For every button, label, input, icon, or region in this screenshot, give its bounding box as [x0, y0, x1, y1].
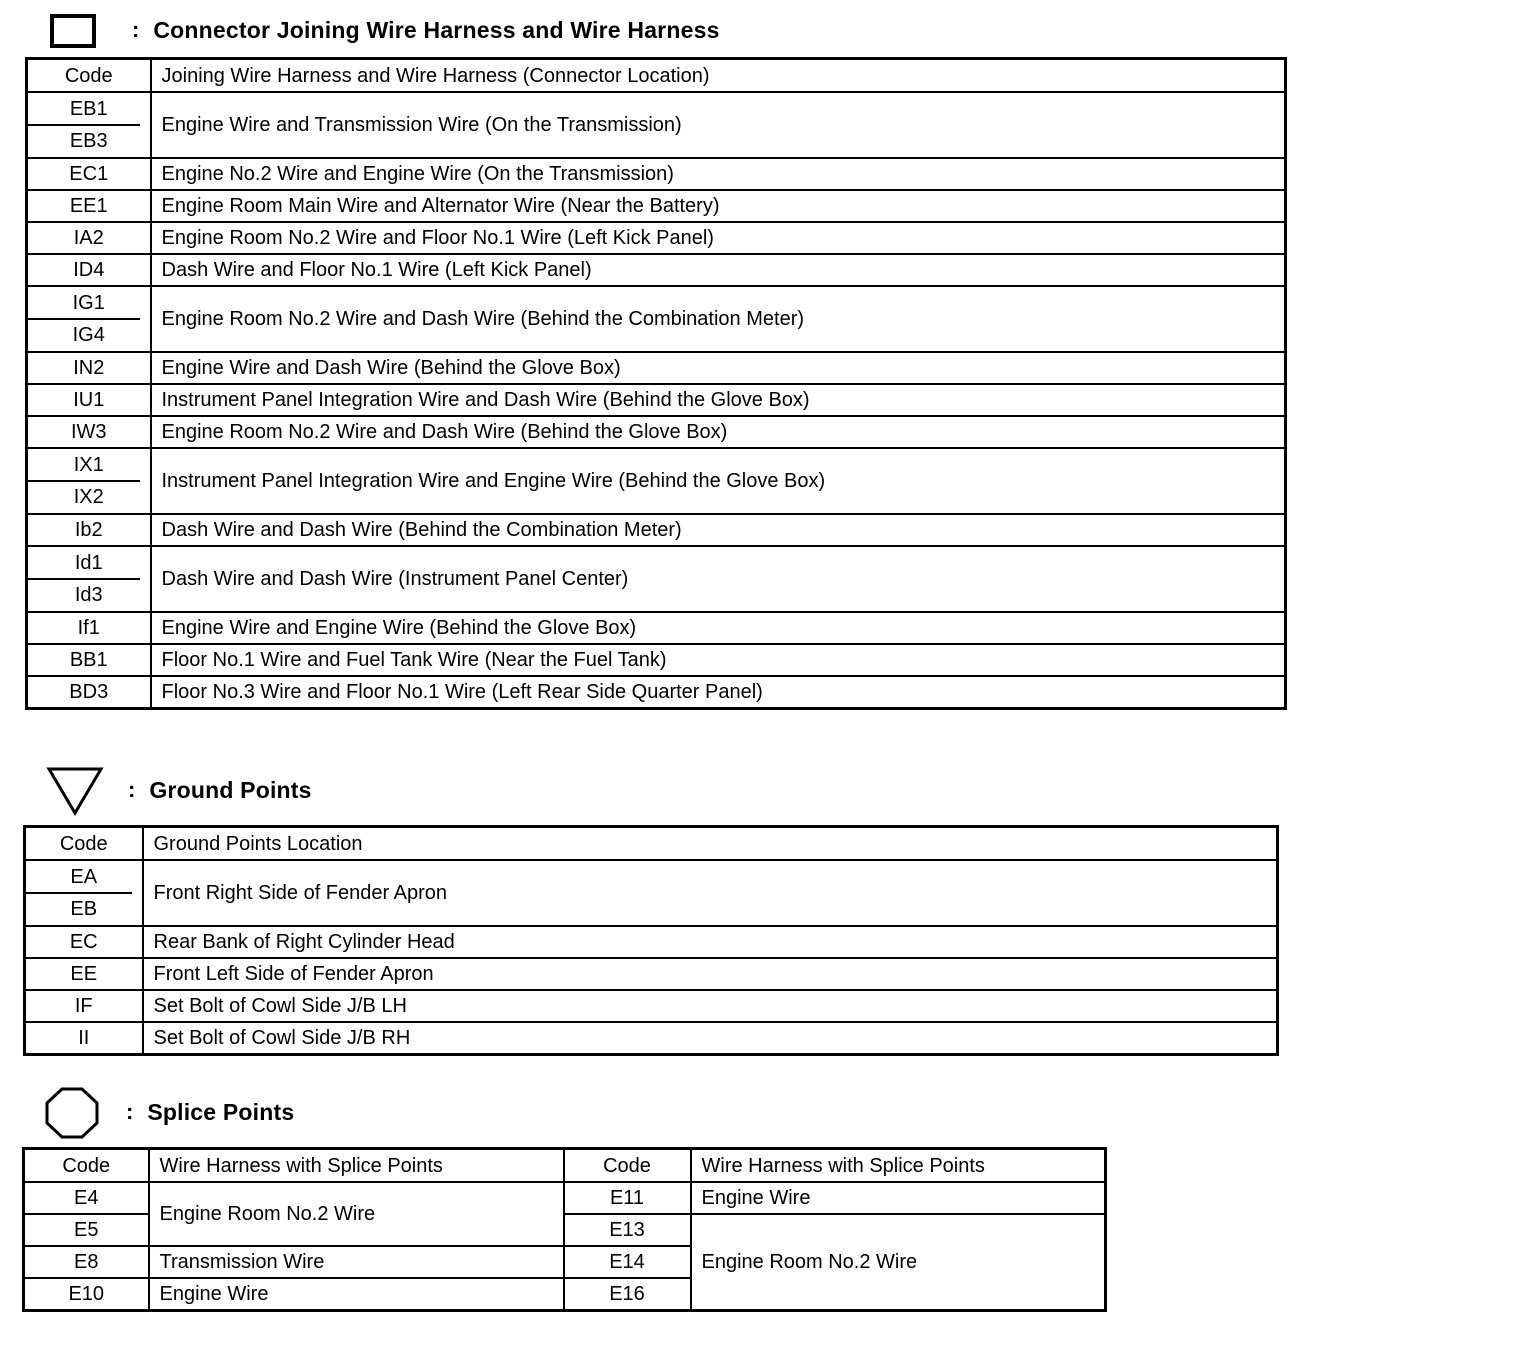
- table-row: [27, 448, 1286, 514]
- code-value: IN2: [73, 357, 105, 379]
- table-header-row: [25, 827, 1278, 861]
- code-cell: [27, 612, 151, 644]
- ground-colon: :: [128, 777, 136, 802]
- code-cell: [27, 352, 151, 384]
- code-cell: [27, 514, 151, 546]
- code-value: EC1: [69, 163, 109, 185]
- code-cell: [27, 676, 151, 709]
- location-cell: Dash Wire and Dash Wire (Behind the Combination Meter): [151, 514, 1286, 546]
- split-code: [28, 547, 150, 611]
- location-cell: Front Right Side of Fender Apron: [143, 860, 1278, 926]
- code-value: IX2: [73, 486, 104, 508]
- code-value: II: [78, 1027, 90, 1049]
- location-cell: Engine No.2 Wire and Engine Wire (On the Transmission): [151, 158, 1286, 190]
- code-value: BD3: [69, 681, 109, 703]
- code-header: Code: [25, 827, 143, 861]
- table-row: [27, 92, 1286, 158]
- code-cell: [27, 286, 151, 352]
- code-value: IW3: [70, 421, 107, 443]
- harness-cell: Engine Room No.2 Wire: [149, 1182, 564, 1246]
- location-cell: Dash Wire and Floor No.1 Wire (Left Kick Panel): [151, 254, 1286, 286]
- connector-table: [25, 57, 1287, 710]
- code-value: Ib2: [74, 519, 103, 541]
- code-cell: [25, 990, 143, 1022]
- table-row: [27, 190, 1286, 222]
- code-cell: [27, 644, 151, 676]
- code-cell: E10: [24, 1278, 149, 1311]
- location-cell: Floor No.3 Wire and Floor No.1 Wire (Left Rear Side Quarter Panel): [151, 676, 1286, 709]
- code-cell: [27, 158, 151, 190]
- code-cell: [25, 1022, 143, 1055]
- connector-section-title: Connector Joining Wire Harness and Wire Harness: [153, 16, 720, 43]
- code-cell: [25, 958, 143, 990]
- code-value: IA2: [73, 227, 104, 249]
- connector-box-icon: [50, 14, 96, 48]
- table-row: [25, 1022, 1278, 1055]
- code-value: If1: [77, 617, 100, 639]
- location-cell: Floor No.1 Wire and Fuel Tank Wire (Near the Fuel Tank): [151, 644, 1286, 676]
- splice-section-heading: [126, 1096, 294, 1128]
- code-value: IG1: [72, 292, 105, 314]
- harness-cell: Engine Wire: [149, 1278, 564, 1311]
- code-cell: E16: [564, 1278, 691, 1311]
- location-header: Joining Wire Harness and Wire Harness (Connector Location): [151, 59, 1286, 93]
- table-header-row: [24, 1149, 1106, 1183]
- table-row: [25, 926, 1278, 958]
- location-cell: Engine Wire and Transmission Wire (On the Transmission): [151, 92, 1286, 158]
- code-header-left: Code: [24, 1149, 149, 1183]
- location-cell: Engine Room Main Wire and Alternator Wire (Near the Battery): [151, 190, 1286, 222]
- code-value: EE: [70, 963, 98, 985]
- location-header: Ground Points Location: [143, 827, 1278, 861]
- code-value: EB1: [69, 98, 108, 120]
- code-value: IX1: [73, 454, 104, 476]
- table-row: [27, 416, 1286, 448]
- harness-header-left: Wire Harness with Splice Points: [149, 1149, 564, 1183]
- code-cell: E13: [564, 1214, 691, 1246]
- location-cell: Rear Bank of Right Cylinder Head: [143, 926, 1278, 958]
- connector-section-heading: [132, 14, 720, 46]
- code-cell: [27, 222, 151, 254]
- code-cell: E11: [564, 1182, 691, 1214]
- location-cell: Engine Wire and Engine Wire (Behind the Glove Box): [151, 612, 1286, 644]
- table-row: [25, 958, 1278, 990]
- code-cell: [27, 384, 151, 416]
- harness-cell: Engine Room No.2 Wire: [691, 1214, 1106, 1311]
- code-value: EA: [70, 866, 98, 888]
- code-header-right: Code: [564, 1149, 691, 1183]
- code-cell: [27, 92, 151, 158]
- split-code: [28, 287, 150, 351]
- table-row: [27, 254, 1286, 286]
- location-cell: Front Left Side of Fender Apron: [143, 958, 1278, 990]
- harness-header-right: Wire Harness with Splice Points: [691, 1149, 1106, 1183]
- table-row: [25, 990, 1278, 1022]
- location-cell: Instrument Panel Integration Wire and Engine Wire (Behind the Glove Box): [151, 448, 1286, 514]
- code-cell: E4: [24, 1182, 149, 1214]
- code-value: Id1: [74, 552, 103, 574]
- code-value: IF: [74, 995, 93, 1017]
- table-row: [25, 860, 1278, 926]
- code-cell: E14: [564, 1246, 691, 1278]
- location-cell: Engine Wire and Dash Wire (Behind the Glove Box): [151, 352, 1286, 384]
- table-row: [27, 676, 1286, 709]
- connector-colon: :: [132, 17, 140, 42]
- table-row: [27, 352, 1286, 384]
- table-row: [27, 612, 1286, 644]
- splice-section-title: Splice Points: [147, 1098, 295, 1125]
- code-cell: [27, 190, 151, 222]
- splice-octagon-icon: [44, 1086, 100, 1140]
- code-value: EB: [70, 898, 98, 920]
- table-row: [27, 514, 1286, 546]
- table-row: [24, 1182, 1106, 1214]
- code-value: EB3: [69, 130, 108, 152]
- table-row: [27, 158, 1286, 190]
- code-value: Id3: [74, 584, 103, 606]
- table-row: [27, 286, 1286, 352]
- table-row: [27, 644, 1286, 676]
- ground-section-title: Ground Points: [149, 776, 312, 803]
- location-cell: Engine Room No.2 Wire and Floor No.1 Wire (Left Kick Panel): [151, 222, 1286, 254]
- location-cell: Set Bolt of Cowl Side J/B LH: [143, 990, 1278, 1022]
- ground-triangle-icon: [46, 766, 104, 816]
- code-value: IG4: [72, 324, 105, 346]
- location-cell: Set Bolt of Cowl Side J/B RH: [143, 1022, 1278, 1055]
- harness-cell: Transmission Wire: [149, 1246, 564, 1278]
- code-value: ID4: [73, 259, 105, 281]
- split-code: [28, 449, 150, 513]
- ground-table: [23, 825, 1279, 1056]
- harness-cell: Engine Wire: [691, 1182, 1106, 1214]
- code-value: IU1: [73, 389, 105, 411]
- code-header: Code: [27, 59, 151, 93]
- code-value: EE1: [69, 195, 108, 217]
- code-cell: [27, 254, 151, 286]
- code-value: EC: [69, 931, 98, 953]
- code-cell: [27, 448, 151, 514]
- table-header-row: [27, 59, 1286, 93]
- location-cell: Dash Wire and Dash Wire (Instrument Panel Center): [151, 546, 1286, 612]
- code-cell: E8: [24, 1246, 149, 1278]
- split-code: [28, 93, 150, 157]
- table-row: [27, 222, 1286, 254]
- code-value: BB1: [69, 649, 108, 671]
- ground-section-heading: [128, 774, 312, 806]
- code-cell: [27, 416, 151, 448]
- code-cell: E5: [24, 1214, 149, 1246]
- table-row: [27, 546, 1286, 612]
- splice-table: [22, 1147, 1107, 1312]
- location-cell: Instrument Panel Integration Wire and Dash Wire (Behind the Glove Box): [151, 384, 1286, 416]
- table-row: [27, 384, 1286, 416]
- location-cell: Engine Room No.2 Wire and Dash Wire (Behind the Glove Box): [151, 416, 1286, 448]
- splice-colon: :: [126, 1099, 134, 1124]
- code-cell: [27, 546, 151, 612]
- code-cell: [25, 926, 143, 958]
- location-cell: Engine Room No.2 Wire and Dash Wire (Behind the Combination Meter): [151, 286, 1286, 352]
- split-code: [26, 861, 142, 925]
- code-cell: [25, 860, 143, 926]
